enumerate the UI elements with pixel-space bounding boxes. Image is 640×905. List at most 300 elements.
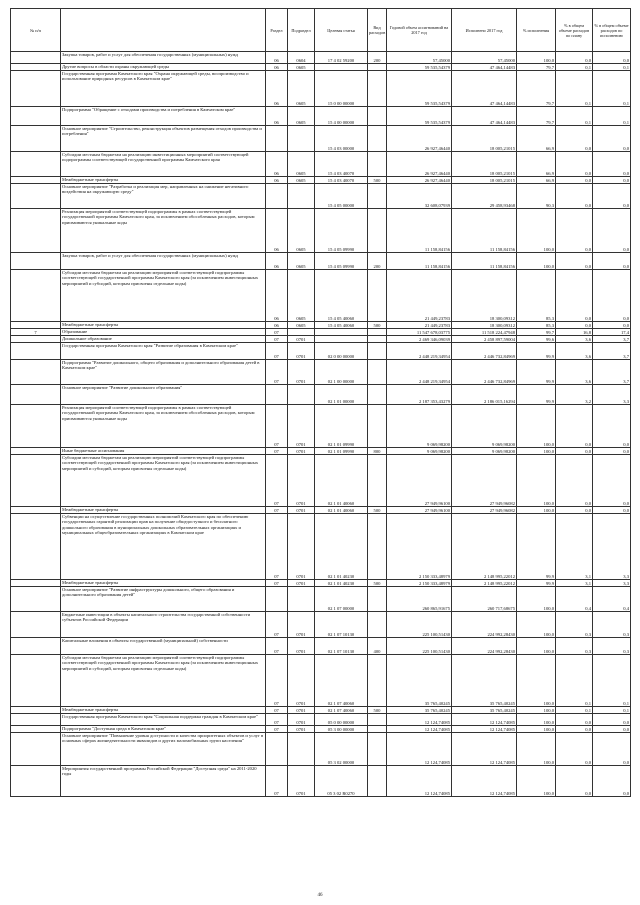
row-section bbox=[266, 184, 288, 209]
row-share-plan: 0,0 bbox=[556, 52, 593, 64]
row-number bbox=[11, 270, 61, 322]
row-target: 02 1 01 40230 bbox=[315, 580, 368, 587]
row-pct: 79,7 bbox=[517, 64, 556, 71]
budget-table-sheet bbox=[10, 8, 630, 797]
row-pct: 100,0 bbox=[517, 612, 556, 638]
row-name: Субсидии местным бюджетам на реализацию мероприятий соответствующей подпрограммы соответствующей государственной программы Камчатского края (за исключением инвестиционных мероприятий и субсидий, которым присвоены отдельные коды) bbox=[61, 270, 266, 322]
row-pct: 99,7 bbox=[517, 329, 556, 336]
row-annual: 59 535,54379 bbox=[387, 71, 452, 107]
row-target: 02 1 01 40230 bbox=[315, 514, 368, 580]
row-name: Межбюджетные трансферты bbox=[61, 177, 266, 184]
row-name: Государственная программа Камчатского края "Охрана окружающей среды, воспроизводство и использование природных ресурсов в Камчатском крае" bbox=[61, 71, 266, 107]
row-executed: 2 186 015,16294 bbox=[452, 385, 517, 405]
row-executed: 12 124,74085 bbox=[452, 733, 517, 766]
table-row bbox=[11, 448, 631, 455]
row-share-exec: 0,1 bbox=[593, 64, 631, 71]
row-pct: 100,0 bbox=[517, 714, 556, 726]
row-section: 07 bbox=[266, 514, 288, 580]
row-executed: 29 458,93468 bbox=[452, 184, 517, 209]
row-annual: 225 100,51430 bbox=[387, 612, 452, 638]
row-annual: 11 547 678,03775 bbox=[387, 329, 452, 336]
header-num: № п/п bbox=[11, 9, 61, 52]
row-executed: 27 949,96082 bbox=[452, 455, 517, 507]
row-share-exec: 0,0 bbox=[593, 714, 631, 726]
header-subsection: Подраздел bbox=[288, 9, 315, 52]
row-share-plan: 0,3 bbox=[556, 612, 593, 638]
row-annual: 27 949,96100 bbox=[387, 507, 452, 514]
row-section: 07 bbox=[266, 655, 288, 707]
row-section bbox=[266, 587, 288, 612]
row-share-plan: 3,6 bbox=[556, 360, 593, 385]
row-target: 05 3 00 00000 bbox=[315, 726, 368, 733]
row-pct: 100,0 bbox=[517, 209, 556, 253]
table-row bbox=[11, 64, 631, 71]
row-name: Образование bbox=[61, 329, 266, 336]
row-subsection: 0605 bbox=[288, 322, 315, 329]
row-subsection: 0701 bbox=[288, 514, 315, 580]
row-annual: 21 449,23783 bbox=[387, 322, 452, 329]
row-subsection: 0701 bbox=[288, 655, 315, 707]
row-executed: 18 005,21015 bbox=[452, 177, 517, 184]
row-pct: 79,7 bbox=[517, 71, 556, 107]
row-subsection: 0605 bbox=[288, 253, 315, 270]
row-exptype: 500 bbox=[368, 707, 387, 714]
row-target: 02 1 01 40060 bbox=[315, 455, 368, 507]
header-annual: Годовой объем ассигнований на 2017 год bbox=[387, 9, 452, 52]
row-executed: 2 148 995,22012 bbox=[452, 514, 517, 580]
row-subsection: 0701 bbox=[288, 612, 315, 638]
row-pct: 66,9 bbox=[517, 152, 556, 177]
row-share-plan: 0,0 bbox=[556, 507, 593, 514]
row-number bbox=[11, 733, 61, 766]
row-share-plan: 0,0 bbox=[556, 253, 593, 270]
row-annual: 2 469 346,09039 bbox=[387, 336, 452, 343]
row-name: Основное мероприятие "Развитие дошкольного образования" bbox=[61, 385, 266, 405]
row-share-plan: 0,0 bbox=[556, 733, 593, 766]
row-executed: 9 069,98200 bbox=[452, 405, 517, 448]
row-pct: 100,0 bbox=[517, 253, 556, 270]
row-name: Государственная программа Камчатского края "Социальная поддержка граждан в Камчатском крае" bbox=[61, 714, 266, 726]
row-exptype bbox=[368, 343, 387, 360]
row-share-plan: 0,0 bbox=[556, 766, 593, 797]
row-name: Межбюджетные трансферты bbox=[61, 707, 266, 714]
row-exptype bbox=[368, 152, 387, 177]
header-exptype: Вид расходов bbox=[368, 9, 387, 52]
table-row bbox=[11, 253, 631, 270]
row-subsection: 0605 bbox=[288, 71, 315, 107]
row-number bbox=[11, 655, 61, 707]
row-exptype: 500 bbox=[368, 580, 387, 587]
row-share-exec: 0,0 bbox=[593, 448, 631, 455]
row-name: Мероприятия государственной программы Российской Федерации "Доступная среда" на 2011-2020 годы bbox=[61, 766, 266, 797]
header-executed: Исполнено 2017 год bbox=[452, 9, 517, 52]
row-pct: 85,3 bbox=[517, 270, 556, 322]
table-row bbox=[11, 107, 631, 126]
row-exptype bbox=[368, 733, 387, 766]
row-section: 07 bbox=[266, 360, 288, 385]
row-number bbox=[11, 455, 61, 507]
row-number bbox=[11, 336, 61, 343]
row-share-exec: 0,0 bbox=[593, 455, 631, 507]
row-pct: 85,3 bbox=[517, 322, 556, 329]
row-name: Основное мероприятие "Разработка и реализация мер, направленных на снижение негативного воздействия на окружающую среду" bbox=[61, 184, 266, 209]
row-subsection: 0701 bbox=[288, 448, 315, 455]
row-share-exec: 0,1 bbox=[593, 707, 631, 714]
row-share-plan: 0,1 bbox=[556, 655, 593, 707]
row-section: 07 bbox=[266, 336, 288, 343]
row-number bbox=[11, 580, 61, 587]
row-number bbox=[11, 726, 61, 733]
row-target: 02 1 07 10130 bbox=[315, 612, 368, 638]
row-subsection: 0701 bbox=[288, 766, 315, 797]
row-share-plan: 3,2 bbox=[556, 385, 593, 405]
row-name: Подпрограмма "Доступная среда в Камчатском крае" bbox=[61, 726, 266, 733]
row-subsection: 0701 bbox=[288, 455, 315, 507]
row-number bbox=[11, 126, 61, 152]
row-executed: 2 458 897,59004 bbox=[452, 336, 517, 343]
row-share-exec: 0,0 bbox=[593, 177, 631, 184]
row-executed: 11 158,84156 bbox=[452, 253, 517, 270]
row-exptype bbox=[368, 126, 387, 152]
row-executed: 2 148 995,22012 bbox=[452, 580, 517, 587]
row-share-plan: 0,3 bbox=[556, 638, 593, 655]
row-exptype bbox=[368, 270, 387, 322]
row-share-plan: 0,0 bbox=[556, 448, 593, 455]
row-annual: 26 927,46440 bbox=[387, 152, 452, 177]
row-exptype: 800 bbox=[368, 448, 387, 455]
row-name: Субсидии местным бюджетам на реализацию инвестиционных мероприятий соответствующей подпрограммы соответствующей государственной программы Камчатского края bbox=[61, 152, 266, 177]
row-target: 15 4 05 00000 bbox=[315, 184, 368, 209]
row-pct: 100,0 bbox=[517, 655, 556, 707]
row-exptype: 500 bbox=[368, 177, 387, 184]
table-row bbox=[11, 322, 631, 329]
row-share-plan: 16,8 bbox=[556, 329, 593, 336]
row-name: Подпрограмма "Обращение с отходами производства и потребления в Камчатском крае" bbox=[61, 107, 266, 126]
table-row bbox=[11, 726, 631, 733]
row-exptype bbox=[368, 107, 387, 126]
row-share-exec: 0,1 bbox=[593, 655, 631, 707]
row-share-exec: 0,1 bbox=[593, 107, 631, 126]
row-number bbox=[11, 714, 61, 726]
row-share-plan: 0,4 bbox=[556, 587, 593, 612]
row-target: 15 4 05 40060 bbox=[315, 270, 368, 322]
row-executed: 27 949,96082 bbox=[452, 507, 517, 514]
row-number bbox=[11, 405, 61, 448]
row-share-exec: 0,0 bbox=[593, 126, 631, 152]
row-share-plan: 0,0 bbox=[556, 152, 593, 177]
row-executed: 47 464,14483 bbox=[452, 64, 517, 71]
row-number bbox=[11, 322, 61, 329]
row-target: 15 4 03 00000 bbox=[315, 126, 368, 152]
row-target: 02 1 01 40060 bbox=[315, 507, 368, 514]
row-pct: 100,0 bbox=[517, 507, 556, 514]
row-annual: 32 608,07939 bbox=[387, 184, 452, 209]
row-exptype: 500 bbox=[368, 507, 387, 514]
row-annual: 11 158,84156 bbox=[387, 209, 452, 253]
row-executed: 11 518 224,47948 bbox=[452, 329, 517, 336]
row-share-exec: 3,7 bbox=[593, 360, 631, 385]
row-section: 06 bbox=[266, 209, 288, 253]
row-name: Другие вопросы в области охраны окружающей среды bbox=[61, 64, 266, 71]
header-share-exec: % в общем объеме расходов по исполнению bbox=[593, 9, 631, 52]
row-number bbox=[11, 507, 61, 514]
row-target: 02 1 07 40060 bbox=[315, 707, 368, 714]
row-share-plan: 0,0 bbox=[556, 322, 593, 329]
row-subsection: 0701 bbox=[288, 726, 315, 733]
row-share-exec: 0,0 bbox=[593, 270, 631, 322]
row-number bbox=[11, 177, 61, 184]
row-share-plan: 0,0 bbox=[556, 405, 593, 448]
row-exptype bbox=[368, 184, 387, 209]
row-executed: 12 124,74085 bbox=[452, 766, 517, 797]
row-section bbox=[266, 385, 288, 405]
row-subsection: 0604 bbox=[288, 52, 315, 64]
row-target: 15 4 00 00000 bbox=[315, 107, 368, 126]
row-pct: 99,9 bbox=[517, 514, 556, 580]
row-name: Субсидии местным бюджетам на реализацию мероприятий соответствующей подпрограммы соответствующей государственной программы Камчатского края (за исключением инвестиционных мероприятий и субсидий, которым присвоены отдельные коды) bbox=[61, 655, 266, 707]
row-name: Бюджетные инвестиции в объекты капитального строительства государственной собственности субъектов Российской Федерации bbox=[61, 612, 266, 638]
row-share-plan: 0,0 bbox=[556, 714, 593, 726]
row-pct: 100,0 bbox=[517, 766, 556, 797]
table-row bbox=[11, 612, 631, 638]
row-subsection: 0701 bbox=[288, 638, 315, 655]
row-pct: 100,0 bbox=[517, 587, 556, 612]
row-exptype: 500 bbox=[368, 322, 387, 329]
row-subsection: 0701 bbox=[288, 707, 315, 714]
row-exptype bbox=[368, 405, 387, 448]
row-target: 05 3 02 R0270 bbox=[315, 766, 368, 797]
row-target bbox=[315, 329, 368, 336]
row-name: Основное мероприятие "Строительство, реконструкция объектов размещения отходов производства и потребления" bbox=[61, 126, 266, 152]
row-annual: 26 927,46440 bbox=[387, 177, 452, 184]
row-subsection: 0701 bbox=[288, 507, 315, 514]
row-name: Иные бюджетные ассигнования bbox=[61, 448, 266, 455]
row-number bbox=[11, 184, 61, 209]
row-number: 7 bbox=[11, 329, 61, 336]
row-number bbox=[11, 64, 61, 71]
row-subsection: 0701 bbox=[288, 714, 315, 726]
row-share-exec: 0,0 bbox=[593, 766, 631, 797]
row-subsection: 0605 bbox=[288, 177, 315, 184]
row-executed: 9 069,98200 bbox=[452, 448, 517, 455]
row-name: Дошкольное образование bbox=[61, 336, 266, 343]
table-row bbox=[11, 52, 631, 64]
row-share-plan: 0,0 bbox=[556, 126, 593, 152]
row-section: 06 bbox=[266, 322, 288, 329]
row-annual: 11 158,84156 bbox=[387, 253, 452, 270]
row-annual: 35 765,40245 bbox=[387, 655, 452, 707]
row-executed: 47 464,14483 bbox=[452, 71, 517, 107]
row-number bbox=[11, 707, 61, 714]
row-number bbox=[11, 343, 61, 360]
row-pct: 100,0 bbox=[517, 405, 556, 448]
row-section: 07 bbox=[266, 405, 288, 448]
table-body bbox=[11, 52, 631, 797]
row-share-exec: 0,0 bbox=[593, 322, 631, 329]
row-share-plan: 0,0 bbox=[556, 177, 593, 184]
row-executed: 35 765,40245 bbox=[452, 707, 517, 714]
row-subsection bbox=[288, 385, 315, 405]
row-section: 07 bbox=[266, 329, 288, 336]
row-share-plan: 0,0 bbox=[556, 726, 593, 733]
row-executed: 47 464,14483 bbox=[452, 107, 517, 126]
row-annual: 2 150 333,48979 bbox=[387, 514, 452, 580]
row-annual: 26 927,46440 bbox=[387, 126, 452, 152]
row-executed: 12 124,74085 bbox=[452, 726, 517, 733]
row-annual: 2 150 333,48979 bbox=[387, 580, 452, 587]
row-executed: 12 124,74085 bbox=[452, 714, 517, 726]
row-pct: 100,0 bbox=[517, 733, 556, 766]
row-name: Основное мероприятие "Развитие инфраструктуры дошкольного, общего образования и дополнительного образования детей" bbox=[61, 587, 266, 612]
row-share-plan: 0,0 bbox=[556, 209, 593, 253]
row-subsection: 0701 bbox=[288, 336, 315, 343]
row-subsection: 0605 bbox=[288, 107, 315, 126]
row-subsection bbox=[288, 184, 315, 209]
row-exptype bbox=[368, 336, 387, 343]
table-row bbox=[11, 587, 631, 612]
row-exptype: 400 bbox=[368, 638, 387, 655]
row-executed: 2 446 732,84969 bbox=[452, 343, 517, 360]
row-exptype bbox=[368, 714, 387, 726]
row-pct: 99,6 bbox=[517, 336, 556, 343]
row-subsection: 0605 bbox=[288, 270, 315, 322]
row-section: 07 bbox=[266, 766, 288, 797]
row-share-plan: 0,1 bbox=[556, 707, 593, 714]
table-row bbox=[11, 507, 631, 514]
row-pct: 99,9 bbox=[517, 360, 556, 385]
table-row bbox=[11, 638, 631, 655]
row-number bbox=[11, 766, 61, 797]
row-share-exec: 3,3 bbox=[593, 580, 631, 587]
row-number bbox=[11, 107, 61, 126]
row-annual: 9 069,98200 bbox=[387, 405, 452, 448]
table-row bbox=[11, 514, 631, 580]
row-executed: 18 300,09312 bbox=[452, 270, 517, 322]
row-share-exec: 17,4 bbox=[593, 329, 631, 336]
row-name: Межбюджетные трансферты bbox=[61, 580, 266, 587]
row-exptype bbox=[368, 726, 387, 733]
row-annual: 59 535,54379 bbox=[387, 64, 452, 71]
row-target: 15 4 05 09990 bbox=[315, 253, 368, 270]
row-share-plan: 0,1 bbox=[556, 64, 593, 71]
row-share-exec: 3,7 bbox=[593, 336, 631, 343]
row-subsection: 0605 bbox=[288, 64, 315, 71]
row-share-exec: 0,0 bbox=[593, 184, 631, 209]
row-pct: 100,0 bbox=[517, 726, 556, 733]
page-number: 46 bbox=[317, 893, 323, 898]
row-share-exec: 0,0 bbox=[593, 152, 631, 177]
row-share-plan: 3,1 bbox=[556, 580, 593, 587]
row-number bbox=[11, 587, 61, 612]
row-section: 07 bbox=[266, 714, 288, 726]
row-exptype bbox=[368, 71, 387, 107]
table-row bbox=[11, 580, 631, 587]
table-row bbox=[11, 152, 631, 177]
row-number bbox=[11, 612, 61, 638]
row-annual: 21 449,23783 bbox=[387, 270, 452, 322]
table-header-row bbox=[11, 9, 631, 52]
row-subsection: 0605 bbox=[288, 152, 315, 177]
row-pct: 66,9 bbox=[517, 126, 556, 152]
row-subsection bbox=[288, 329, 315, 336]
table-row bbox=[11, 270, 631, 322]
row-share-exec: 0,3 bbox=[593, 612, 631, 638]
row-name: Межбюджетные трансферты bbox=[61, 507, 266, 514]
row-target: 02 1 01 00000 bbox=[315, 385, 368, 405]
row-target bbox=[315, 64, 368, 71]
row-executed: 11 158,84156 bbox=[452, 209, 517, 253]
table-row bbox=[11, 707, 631, 714]
table-row bbox=[11, 126, 631, 152]
row-section: 06 bbox=[266, 152, 288, 177]
table-row bbox=[11, 209, 631, 253]
row-annual: 260 865,91675 bbox=[387, 587, 452, 612]
row-subsection: 0605 bbox=[288, 209, 315, 253]
row-annual: 2 448 219,34954 bbox=[387, 343, 452, 360]
row-target: 05 3 02 00000 bbox=[315, 733, 368, 766]
row-annual: 27 949,96100 bbox=[387, 455, 452, 507]
row-share-exec: 0,0 bbox=[593, 726, 631, 733]
row-annual: 57,45000 bbox=[387, 52, 452, 64]
row-section bbox=[266, 126, 288, 152]
row-number bbox=[11, 514, 61, 580]
row-target: 15 0 00 00000 bbox=[315, 71, 368, 107]
row-section: 06 bbox=[266, 270, 288, 322]
row-share-plan: 3,6 bbox=[556, 343, 593, 360]
row-section: 07 bbox=[266, 507, 288, 514]
row-exptype: 200 bbox=[368, 253, 387, 270]
table-row bbox=[11, 655, 631, 707]
row-share-plan: 0,0 bbox=[556, 455, 593, 507]
row-share-exec: 0,0 bbox=[593, 507, 631, 514]
row-section: 07 bbox=[266, 707, 288, 714]
row-target: 15 4 05 40060 bbox=[315, 322, 368, 329]
row-share-plan: 0,0 bbox=[556, 184, 593, 209]
row-name: Капитальные вложения в объекты государственной (муниципальной) собственности bbox=[61, 638, 266, 655]
row-exptype bbox=[368, 209, 387, 253]
row-share-exec: 0,0 bbox=[593, 405, 631, 448]
table-row bbox=[11, 455, 631, 507]
row-name: Подпрограмма "Развитие дошкольного, общего образования и дополнительного образования детей в Камчатском крае" bbox=[61, 360, 266, 385]
table-row bbox=[11, 360, 631, 385]
table-row bbox=[11, 405, 631, 448]
row-share-exec: 3,3 bbox=[593, 385, 631, 405]
row-exptype bbox=[368, 612, 387, 638]
row-share-exec: 0,0 bbox=[593, 733, 631, 766]
row-pct: 100,0 bbox=[517, 52, 556, 64]
row-name: Реализация мероприятий соответствующей подпрограммы в рамках соответствующей государственной программы Камчатского края, за исключением обособленных расходов, которым присваиваются уникальные коды bbox=[61, 405, 266, 448]
row-share-plan: 3,6 bbox=[556, 336, 593, 343]
table-row bbox=[11, 177, 631, 184]
row-share-exec: 0,3 bbox=[593, 638, 631, 655]
row-executed: 18 005,21015 bbox=[452, 126, 517, 152]
row-share-plan: 3,1 bbox=[556, 514, 593, 580]
table-row bbox=[11, 733, 631, 766]
row-exptype bbox=[368, 64, 387, 71]
row-exptype bbox=[368, 514, 387, 580]
row-target: 15 4 03 40070 bbox=[315, 177, 368, 184]
row-target: 17 4 02 59200 bbox=[315, 52, 368, 64]
table-row bbox=[11, 329, 631, 336]
table-row bbox=[11, 385, 631, 405]
row-annual: 2 448 219,34954 bbox=[387, 360, 452, 385]
row-subsection: 0701 bbox=[288, 580, 315, 587]
row-exptype bbox=[368, 655, 387, 707]
row-number bbox=[11, 209, 61, 253]
row-share-plan: 0,1 bbox=[556, 71, 593, 107]
row-share-exec: 0,1 bbox=[593, 71, 631, 107]
row-executed: 224 992,28430 bbox=[452, 638, 517, 655]
